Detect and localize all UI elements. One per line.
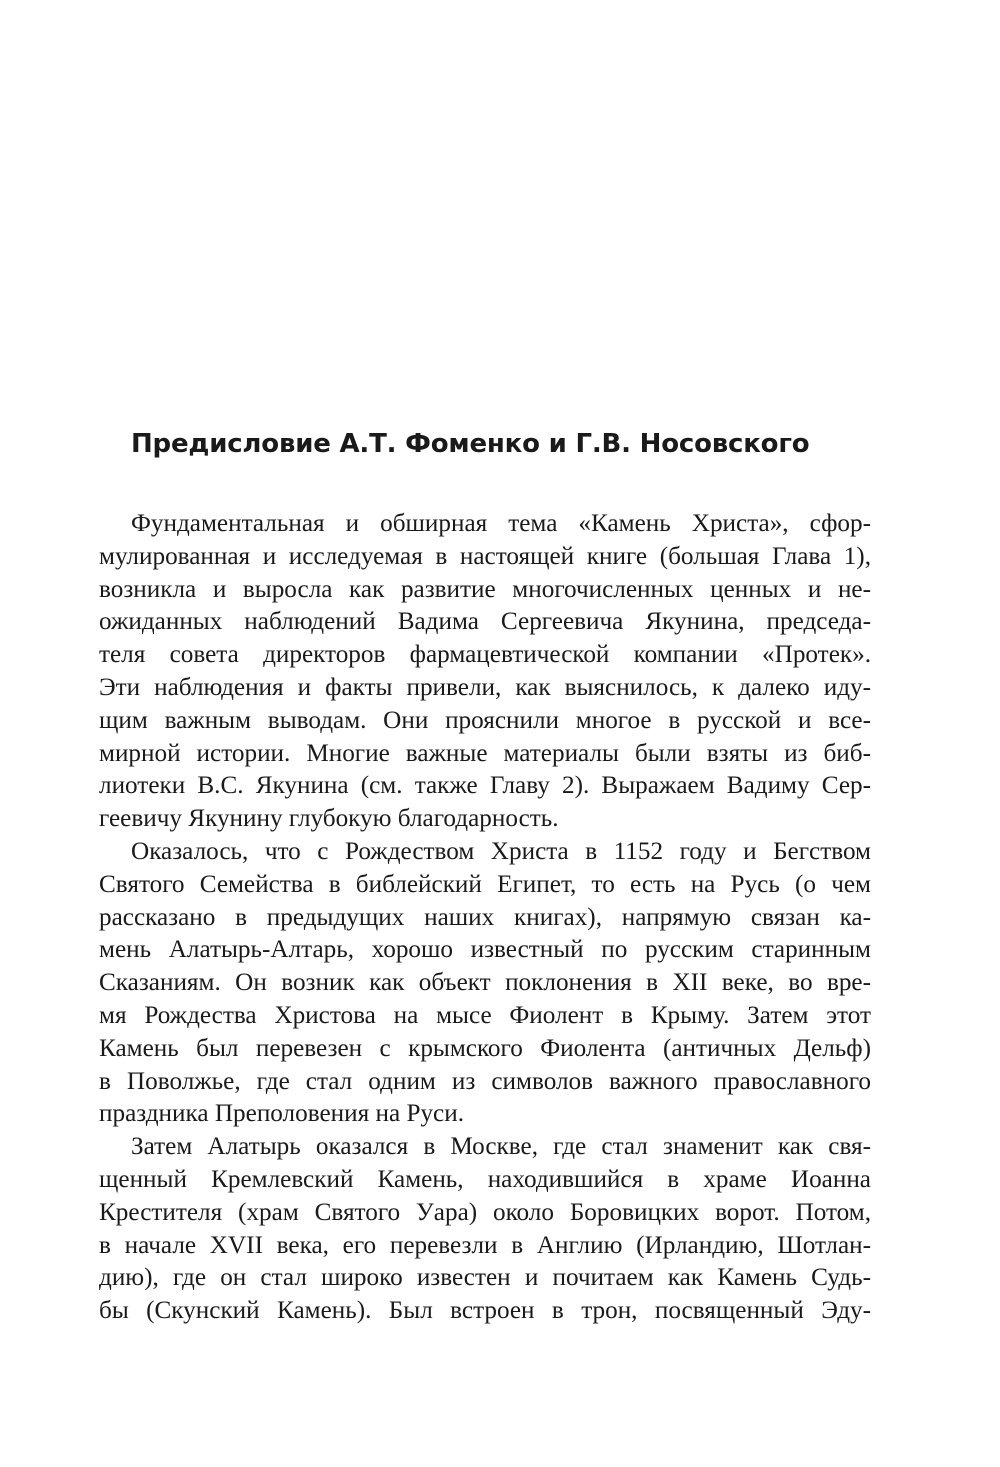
text-line: Крестителя (храм Святого Уара) около Боровицких ворот. Потом, — [99, 1198, 871, 1226]
text-line: ожиданных наблюдений Вадима Сергеевича Якунина, председа- — [99, 608, 871, 636]
paragraph-2 — [99, 836, 871, 1131]
text-line: мя Рождества Христова на мысе Фиолент в Крыму. Затем этот — [99, 1001, 871, 1029]
text-line: щим важным выводам. Они прояснили многое в русской и все- — [99, 706, 871, 734]
text-line: щенный Кремлевский Камень, находившийся в храме Иоанна — [99, 1165, 871, 1193]
text-line: рассказано в предыдущих наших книгах), напрямую связан ка- — [99, 903, 871, 931]
text-line: дию), где он стал широко известен и почитаем как Камень Судь- — [99, 1264, 871, 1292]
body-text — [99, 508, 871, 1328]
text-line: Затем Алатырь оказался в Москве, где стал знаменит как свя- — [131, 1133, 871, 1161]
chapter-heading: Предисловие А.Т. Фоменко и Г.В. Носовского — [131, 429, 810, 459]
text-line: Святого Семейства в библейский Египет, то есть на Русь (о чем — [99, 870, 871, 898]
paragraph-3 — [99, 1131, 871, 1328]
paragraph-1 — [99, 508, 871, 836]
text-line: в начале XVII века, его перевезли в Англию (Ирландию, Шотлан- — [99, 1231, 871, 1259]
text-line: лиотеки В.С. Якунина (см. также Главу 2). Выражаем Вадиму Сер- — [99, 772, 871, 800]
text-line: возникла и выросла как развитие многочисленных ценных и не- — [99, 575, 871, 603]
text-line: Эти наблюдения и факты привели, как выяснилось, к далеко иду- — [99, 673, 871, 701]
text-line: теля совета директоров фармацевтической компании «Протек». — [99, 641, 871, 669]
text-line: Фундаментальная и обширная тема «Камень Христа», сфор- — [131, 510, 871, 537]
text-line: Сказаниям. Он возник как объект поклонения в XII веке, во вре- — [99, 969, 871, 997]
text-line: геевичу Якунину глубокую благодарность. — [99, 805, 559, 833]
text-line: мирной истории. Многие важные материалы были взяты из биб- — [99, 739, 871, 767]
text-line: Камень был перевезен с крымского Фиолента (античных Дельф) — [99, 1034, 871, 1062]
text-line: Оказалось, что с Рождеством Христа в 1152 году и Бегством — [131, 837, 871, 865]
text-line: бы (Скунский Камень). Был встроен в трон, посвященный Эду- — [99, 1297, 871, 1325]
text-line: праздника Преполовения на Руси. — [99, 1100, 464, 1128]
text-line: в Поволжье, где стал одним из символов важного православного — [99, 1067, 871, 1095]
text-line: мень Алатырь-Алтарь, хорошо известный по русским старинным — [99, 936, 871, 964]
text-line: мулированная и исследуемая в настоящей книге (большая Глава 1), — [99, 542, 871, 570]
